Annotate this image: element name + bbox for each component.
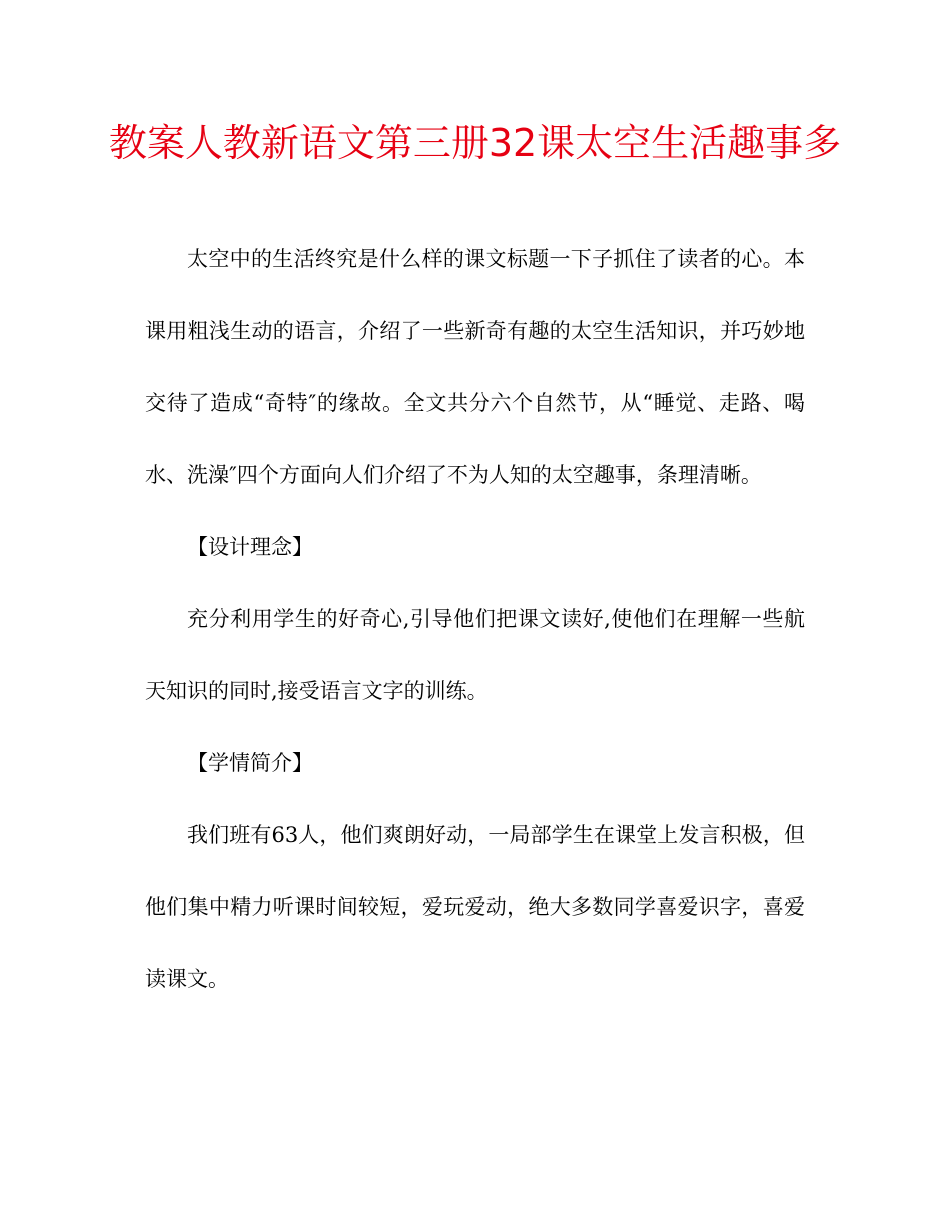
section-heading-student-profile: 【学情简介】 xyxy=(187,751,313,775)
student-profile-paragraph: 我们班有63人，他们爽朗好动，一局部学生在课堂上发言积极，但他们集中精力听课时间较短，爱玩爱动，绝大多数同学喜爱识字，喜爱读课文。 xyxy=(145,823,805,991)
design-concept-paragraph: 充分利用学生的好奇心,引导他们把课文读好,使他们在理解一些航天知识的同时,接受语言文字的训练。 xyxy=(145,607,805,703)
document-body xyxy=(145,223,805,1015)
section-heading-design-concept: 【设计理念】 xyxy=(187,535,313,559)
intro-paragraph: 太空中的生活终究是什么样的课文标题一下子抓住了读者的心。本课用粗浅生动的语言，介绍了一些新奇有趣的太空生活知识，并巧妙地交待了造成“奇特″的缘故。全文共分六个自然节，从“睡觉、走路、喝水、洗澡″四个方面向人们介绍了不为人知的太空趣事，条理清晰。 xyxy=(145,247,805,487)
document-title: 教案人教新语文第三册32课太空生活趣事多 xyxy=(108,121,842,165)
